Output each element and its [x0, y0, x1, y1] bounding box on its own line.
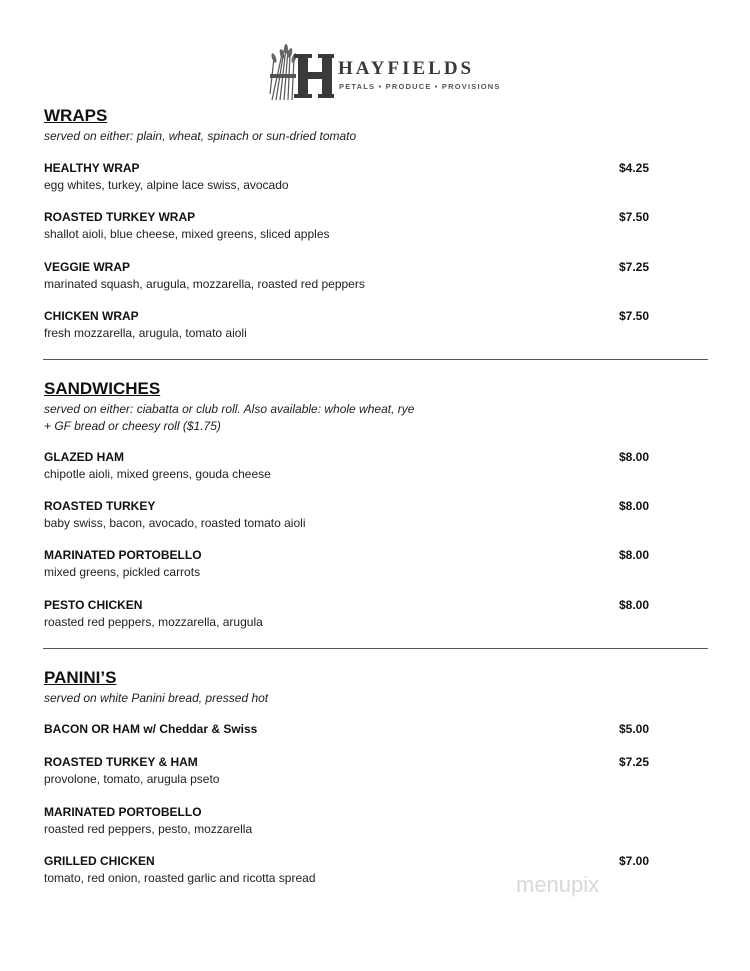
item-description: baby swiss, bacon, avocado, roasted tomato aioli [44, 516, 306, 530]
item-price: $4.25 [618, 161, 649, 175]
item-name: GLAZED HAM [44, 450, 124, 464]
item-name: BACON OR HAM w/ Cheddar & Swiss [44, 722, 258, 736]
menupix-watermark: menupix [516, 872, 600, 897]
item-name: CHICKEN WRAP [44, 309, 139, 323]
item-description: chipotle aioli, mixed greens, gouda cheese [44, 467, 271, 481]
item-description: roasted red peppers, mozzarella, arugula [44, 615, 263, 629]
item-description: fresh mozzarella, arugula, tomato aioli [44, 326, 247, 340]
paninis-section [44, 668, 654, 707]
logo-tagline: PETALS • PRODUCE • PROVISIONS [339, 82, 501, 91]
wraps-subtitle: served on either: plain, wheat, spinach or sun-dried tomato [44, 129, 357, 143]
menu-item [44, 308, 654, 341]
item-name: ROASTED TURKEY WRAP [44, 210, 196, 224]
item-description: marinated squash, arugula, mozzarella, roasted red peppers [44, 277, 365, 291]
menu-item [44, 498, 654, 531]
logo-wordmark: HAYFIELDS [338, 58, 475, 79]
item-description: provolone, tomato, arugula pseto [44, 772, 220, 786]
hayfields-logo [264, 44, 501, 102]
menu-item [44, 209, 654, 242]
item-description: mixed greens, pickled carrots [44, 565, 201, 579]
item-price: $7.00 [618, 854, 649, 868]
menu-item [44, 804, 654, 837]
menu-item [44, 721, 654, 737]
sandwiches-section [44, 379, 654, 435]
item-description: egg whites, turkey, alpine lace swiss, avocado [44, 178, 289, 192]
item-price: $8.00 [618, 450, 649, 464]
section-divider [43, 648, 708, 649]
item-description: tomato, red onion, roasted garlic and ricotta spread [44, 871, 316, 885]
paninis-title: PANINI’S [44, 668, 117, 687]
item-price: $7.25 [618, 755, 649, 769]
item-name: PESTO CHICKEN [44, 598, 143, 612]
item-description: shallot aioli, blue cheese, mixed greens, sliced apples [44, 227, 330, 241]
item-price: $7.25 [618, 260, 649, 274]
item-name: HEALTHY WRAP [44, 161, 140, 175]
section-divider [43, 359, 708, 360]
item-price: $8.00 [618, 548, 649, 562]
sandwiches-title: SANDWICHES [44, 379, 161, 398]
sandwiches-subtitle-line2: + GF bread or cheesy roll ($1.75) [44, 419, 221, 433]
menu-item [44, 449, 654, 482]
item-name: VEGGIE WRAP [44, 260, 131, 274]
item-name: ROASTED TURKEY & HAM [44, 755, 198, 769]
menu-item [44, 754, 654, 787]
wraps-title: WRAPS [44, 106, 108, 125]
item-name: GRILLED CHICKEN [44, 854, 155, 868]
wheat-h-logo-icon [264, 44, 334, 102]
item-name: MARINATED PORTOBELLO [44, 805, 202, 819]
item-name: ROASTED TURKEY [44, 499, 156, 513]
menu-item [44, 160, 654, 193]
item-price: $5.00 [618, 722, 649, 736]
item-price: $7.50 [618, 210, 649, 224]
item-price: $7.50 [618, 309, 649, 323]
paninis-subtitle: served on white Panini bread, pressed hot [44, 691, 269, 705]
menu-item [44, 259, 654, 292]
wraps-section [44, 106, 654, 145]
menu-item [44, 597, 654, 630]
item-price: $8.00 [618, 499, 649, 513]
menu-item [44, 547, 654, 580]
item-description: roasted red peppers, pesto, mozzarella [44, 822, 253, 836]
sandwiches-subtitle-line1: served on either: ciabatta or club roll. Also available: whole wheat, rye [44, 402, 415, 416]
item-price: $8.00 [618, 598, 649, 612]
item-name: MARINATED PORTOBELLO [44, 548, 202, 562]
